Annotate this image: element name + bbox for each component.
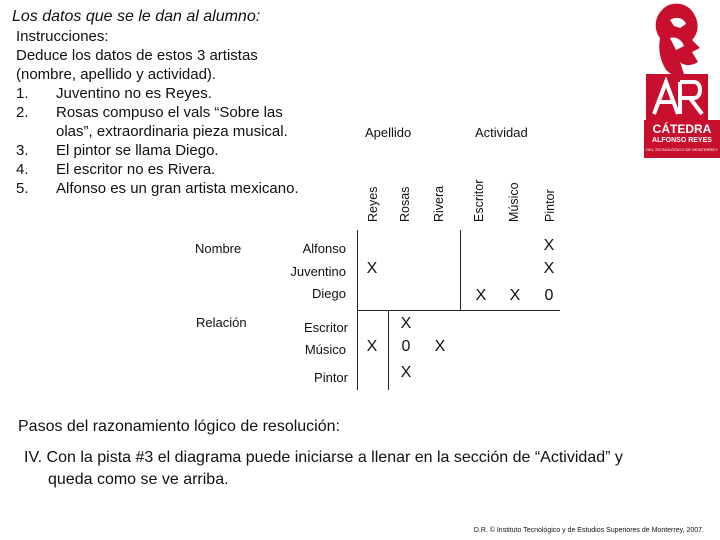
- clue-number: 2.: [16, 104, 29, 121]
- cell-mark: X: [400, 364, 412, 381]
- cell-mark: X: [475, 287, 487, 304]
- copyright-footer: D.R. © Instituto Tecnológico y de Estudios Superiores de Monterrey, 2007.: [473, 527, 704, 534]
- page-title: Los datos que se le dan al alumno:: [12, 8, 261, 25]
- cell-mark: X: [434, 338, 446, 355]
- clue-text: El pintor se llama Diego.: [56, 142, 219, 159]
- clue-number: 4.: [16, 161, 29, 178]
- instructions-intro-line: (nombre, apellido y actividad).: [16, 66, 217, 83]
- step-text-line: queda como se ve arriba.: [48, 471, 229, 488]
- grid-vertical-line: [388, 310, 389, 390]
- grid-horizontal-line: [357, 310, 560, 311]
- clue-item: [16, 84, 346, 103]
- clue-text: Alfonso es un gran artista mexicano.: [56, 180, 299, 197]
- step-text-line: IV. Con la pista #3 el diagrama puede iniciarse a llenar en la sección de “Actividad” y: [24, 449, 623, 466]
- clue-number: 1.: [16, 85, 29, 102]
- clue-item: [16, 122, 346, 141]
- clue-text: El escritor no es Rivera.: [56, 161, 216, 178]
- column-header-pintor: Pintor: [543, 189, 557, 222]
- column-header-musico: Músico: [507, 182, 521, 222]
- section-label-relacion: Relación: [196, 315, 247, 330]
- row-label-alfonso: Alfonso: [302, 241, 346, 256]
- instructions: [16, 27, 346, 198]
- row-label-escritor: Escritor: [303, 320, 348, 335]
- column-header-reyes: Reyes: [366, 186, 380, 222]
- clue-item: [16, 141, 346, 160]
- row-label-juventino: Juventino: [290, 264, 346, 279]
- clue-text: Juventino no es Reyes.: [56, 85, 212, 102]
- cell-mark: 0: [401, 338, 411, 355]
- instructions-heading: Instrucciones:: [16, 28, 109, 45]
- row-label-pintor: Pintor: [314, 370, 348, 385]
- group-header-actividad: Actividad: [475, 125, 528, 140]
- group-header-apellido: Apellido: [365, 125, 412, 140]
- clue-number: 5.: [16, 180, 29, 197]
- steps-title: Pasos del razonamiento lógico de resolución:: [18, 418, 340, 435]
- logo-text-line1: CÁTEDRA: [652, 122, 712, 136]
- clue-item: [16, 103, 346, 122]
- step-paragraph: [24, 447, 704, 491]
- clue-item: [16, 179, 346, 198]
- cell-mark: X: [509, 287, 521, 304]
- row-label-diego: Diego: [312, 286, 346, 301]
- clue-text: Rosas compuso el vals “Sobre las: [56, 104, 283, 121]
- cell-mark: 0: [544, 287, 554, 304]
- instructions-intro-line: Deduce los datos de estos 3 artistas: [16, 47, 258, 64]
- cell-mark: X: [543, 260, 555, 277]
- logo-text-line2: ALFONSO REYES: [652, 137, 712, 144]
- column-header-rivera: Rivera: [432, 185, 446, 222]
- column-header-escritor: Escritor: [472, 179, 486, 222]
- section-label-nombre: Nombre: [195, 241, 242, 256]
- cell-mark: X: [543, 237, 555, 254]
- clue-item: [16, 160, 346, 179]
- cell-mark: X: [366, 338, 378, 355]
- logo-text-line3: DEL TECNOLÓGICO DE MONTERREY: [646, 147, 718, 152]
- cell-mark: X: [400, 315, 412, 332]
- clue-text: olas”, extraordinaria pieza musical.: [56, 123, 288, 140]
- catedra-alfonso-reyes-logo: [640, 0, 720, 158]
- column-header-rosas: Rosas: [398, 186, 412, 222]
- row-label-musico: Músico: [304, 342, 346, 357]
- clue-number: 3.: [16, 142, 29, 159]
- cell-mark: X: [366, 260, 378, 277]
- grid-vertical-line: [460, 230, 461, 310]
